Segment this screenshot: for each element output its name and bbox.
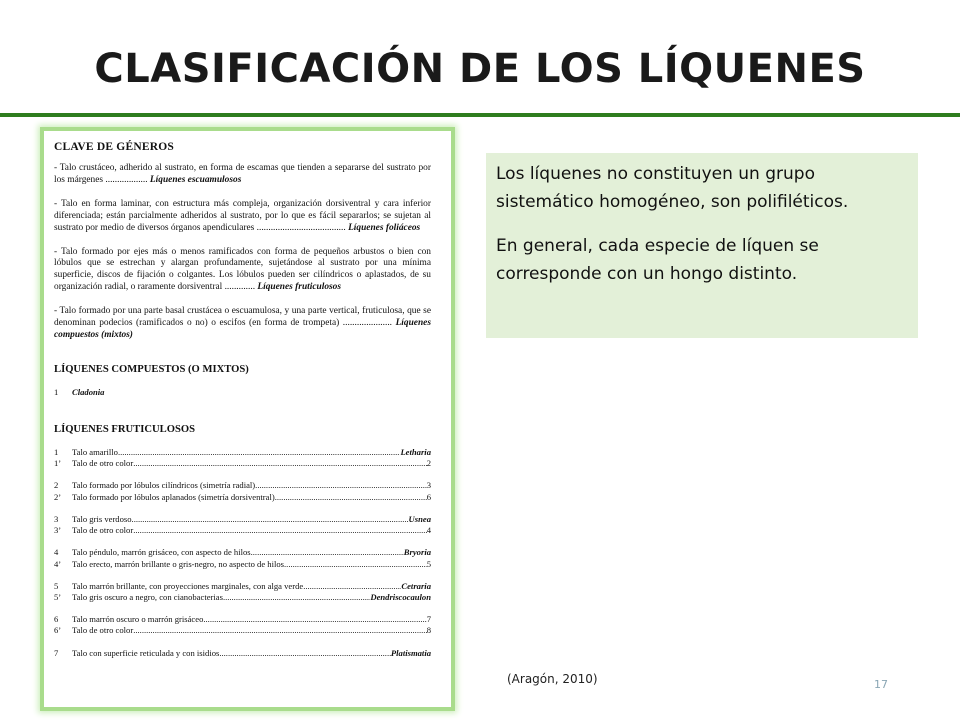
key-paragraph-text: - Talo crustáceo, adherido al sustrato, en forma de escamas que tienden a separarse del sustrato por los márgenes .................. — [54, 163, 431, 185]
key-paragraph-text: - Talo en forma laminar, con estructura más compleja, organización dorsiventral y cara inferior diferenciada; están parcialmente adheridos al sustrato, por lo que es fácil separarlos; se sujetan al sustrato por medio de diversos órganos apendiculares ...................................... — [54, 198, 431, 233]
section-title-fruticulosos: LÍQUENES FRUTICULOSOS — [54, 424, 195, 436]
key-paragraph-term: Líquenes fruticulosos — [257, 282, 342, 293]
key-row-text: Talo péndulo, marrón grisáceo, con aspecto de hilos — [72, 547, 251, 558]
key-paragraph-text: - Talo formado por ejes más o menos ramificados con forma de pequeños arbustos o bien con lóbulos que se estrechan y alargan profundamente, sujetándose al sustrato por una mínima superficie, discos de fijación o colgantes. Los lóbulos pueden ser cilíndricos o aplastados, de su organización radial, o raramente dorsiventral ............. — [54, 246, 431, 293]
key-row — [54, 547, 431, 558]
key-row-result: 4 — [426, 525, 431, 536]
document-heading: CLAVE DE GÉNEROS — [54, 141, 174, 153]
key-row-leader — [255, 480, 427, 491]
key-row — [54, 458, 431, 469]
key-row-result: 2 — [426, 458, 431, 469]
key-row-text: Talo gris oscuro a negro, con cianobacterias — [72, 591, 223, 602]
key-row-number: 3’ — [54, 525, 62, 536]
key-row-number: 4 — [54, 547, 59, 558]
key-paragraph — [54, 199, 431, 235]
key-row-leader — [133, 625, 426, 636]
key-row-leader — [303, 581, 401, 592]
key-row-text: Talo amarillo — [72, 447, 118, 458]
document-content — [54, 141, 431, 659]
key-row — [54, 614, 431, 625]
citation: (Aragón, 2010) — [507, 672, 598, 686]
key-row — [54, 648, 431, 659]
key-row-result: 3 — [426, 480, 431, 491]
key-row-result: Cetraria — [401, 580, 431, 591]
key-row — [54, 525, 431, 536]
title-divider — [0, 113, 960, 117]
key-paragraph-term: Líquenes compuestos (mixtos) — [54, 318, 431, 340]
slide-title: CLASIFICACIÓN DE LOS LÍQUENES — [94, 46, 866, 92]
key-row-text: Talo de otro color — [72, 458, 134, 469]
key-row-number: 6 — [54, 614, 59, 625]
key-row-number: 5’ — [54, 591, 62, 602]
key-row-leader — [251, 547, 404, 558]
page-number: 17 — [874, 678, 888, 691]
key-row-text: Talo marrón oscuro o marrón grisáceo — [72, 614, 204, 625]
key-row — [54, 625, 431, 636]
key-row-number: 4’ — [54, 558, 62, 569]
key-row-leader — [219, 648, 391, 659]
key-row — [54, 492, 431, 503]
key-row-text: Talo con superficie reticulada y con isidios — [72, 647, 220, 658]
key-paragraph — [54, 247, 431, 295]
key-row-leader — [284, 559, 427, 570]
key-row-number: 7 — [54, 647, 59, 658]
section-title-compuestos: LÍQUENES COMPUESTOS (O MIXTOS) — [54, 363, 249, 375]
key-row-text: Talo erecto, marrón brillante o gris-negro, no aspecto de hilos — [72, 558, 285, 569]
key-row-leader — [133, 525, 426, 536]
key-row-leader — [132, 514, 409, 525]
key-row-text: Talo marrón brillante, con proyecciones marginales, con alga verde — [72, 580, 304, 591]
key-row-result: 7 — [426, 614, 431, 625]
key-row-leader — [118, 447, 401, 458]
document-image — [40, 127, 455, 711]
key-paragraph-term: Líquenes foliáceos — [348, 222, 421, 233]
key-row-result: Platismatia — [390, 647, 431, 658]
info-paragraph-fungus: En general, cada especie de líquen se corresponde con un hongo distinto. — [496, 236, 819, 284]
key-row-result: Cladonia — [72, 386, 105, 397]
key-row-result: Dendriscocaulon — [370, 591, 431, 602]
key-row-number: 5 — [54, 580, 59, 591]
key-row-text: Talo formado por lóbulos aplanados (simetría dorsiventral) — [72, 491, 275, 502]
key-row-number: 1’ — [54, 458, 62, 469]
info-paragraph-polyphyletic: Los líquenes no constituyen un grupo sistemático homogéneo, son polifiléticos. — [496, 164, 849, 212]
key-row-number: 2’ — [54, 491, 62, 502]
key-row — [54, 514, 431, 525]
key-table-fruticulosos — [54, 447, 431, 659]
key-paragraph — [54, 306, 431, 342]
key-paragraph — [54, 163, 431, 187]
key-paragraph-text: - Talo formado por una parte basal crustácea o escuamulosa, y una parte vertical, fruticulosa, que se denominan podecios (ramificados o no) o escifos (en forma de trompeta) ..................... — [54, 306, 431, 329]
key-row — [54, 387, 431, 398]
key-row-leader — [133, 458, 426, 469]
key-row-result: 8 — [426, 625, 431, 636]
key-row-leader — [223, 592, 370, 603]
key-row — [54, 447, 431, 458]
info-box — [486, 153, 918, 338]
key-row-number: 1 — [54, 386, 59, 397]
key-row-result: 6 — [426, 491, 431, 502]
key-row-number: 6’ — [54, 625, 62, 636]
key-table-compuestos — [54, 387, 431, 398]
key-row-result: Usnea — [408, 513, 431, 524]
key-row-text: Talo de otro color — [72, 625, 134, 636]
key-paragraph-term: Líquenes escuamulosos — [149, 174, 242, 185]
key-row — [54, 581, 431, 592]
key-row-text: Talo formado por lóbulos cilíndricos (simetría radial) — [72, 480, 256, 491]
key-row-result: Letharia — [400, 447, 431, 458]
key-row-text: Talo de otro color — [72, 525, 134, 536]
key-row — [54, 592, 431, 603]
key-row-number: 3 — [54, 513, 59, 524]
key-row-text: Talo gris verdoso — [72, 513, 132, 524]
key-row — [54, 559, 431, 570]
key-row-number: 2 — [54, 480, 59, 491]
key-row-number: 1 — [54, 447, 59, 458]
key-row-leader — [275, 492, 427, 503]
key-row-result: Bryoria — [403, 547, 431, 558]
key-row — [54, 480, 431, 491]
key-row-leader — [203, 614, 426, 625]
key-row-result: 5 — [426, 558, 431, 569]
